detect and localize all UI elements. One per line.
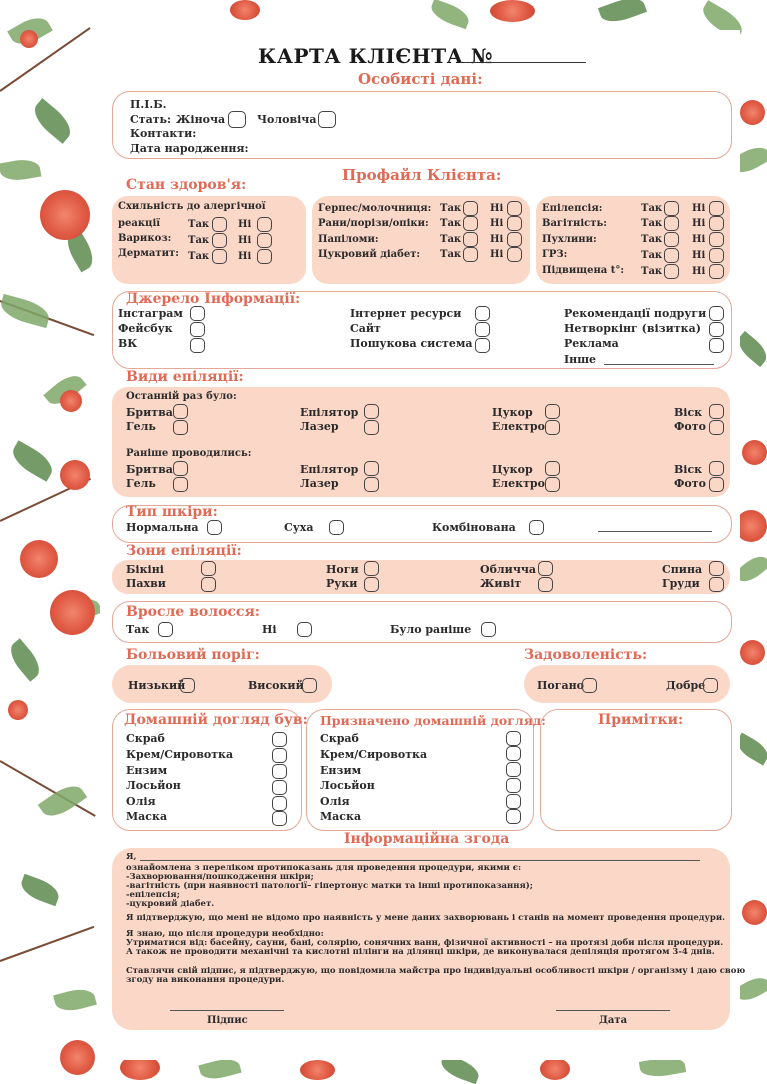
rx-cream-checkbox[interactable]	[506, 746, 521, 761]
date-field[interactable]	[556, 1010, 670, 1011]
source-ads-checkbox[interactable]	[709, 338, 724, 353]
dermatitis-yes-checkbox[interactable]	[212, 249, 227, 264]
ep-gel-label: Гель	[126, 420, 156, 433]
diabetes-no-checkbox[interactable]	[507, 247, 522, 262]
source-vk-checkbox[interactable]	[190, 338, 205, 353]
page-title: КАРТА КЛІЄНТА №	[258, 44, 494, 68]
last-electro-checkbox[interactable]	[545, 420, 560, 435]
ari-label: ГРЗ:	[542, 249, 568, 260]
ingrown-section-title: Вросле волосся:	[126, 604, 260, 620]
no-label: Ні	[692, 266, 706, 277]
ari-yes-checkbox[interactable]	[664, 248, 679, 263]
rx-mask-label: Маска	[320, 810, 362, 823]
home-cream-checkbox[interactable]	[272, 748, 287, 763]
satisfaction-bad-label: Погано	[537, 679, 584, 692]
source-other-label: Інше	[564, 353, 597, 366]
allergy-yes-checkbox[interactable]	[212, 217, 227, 232]
skin-combined-label: Комбінована	[432, 521, 516, 534]
yes-label: Так	[641, 250, 663, 261]
contacts-label: Контакти:	[130, 127, 197, 140]
consent-line: -цукровий діабет.	[126, 899, 215, 909]
ari-no-checkbox[interactable]	[709, 248, 724, 263]
prescribed-title: Призначено домашній догляд:	[320, 713, 546, 728]
skin-section-title: Тип шкіри:	[126, 504, 218, 520]
last-laser-checkbox[interactable]	[364, 420, 379, 435]
pain-high-checkbox[interactable]	[302, 678, 317, 693]
rx-mask-checkbox[interactable]	[506, 809, 521, 824]
female-label: Жіноча	[176, 113, 226, 126]
personal-section-title: Особисті дані:	[358, 70, 483, 88]
zone-legs-label: Ноги	[326, 563, 359, 576]
source-instagram-checkbox[interactable]	[190, 306, 205, 321]
fever-yes-checkbox[interactable]	[664, 264, 679, 279]
source-section-title: Джерело Інформації:	[126, 291, 301, 307]
ep-wax-label: Віск	[674, 406, 703, 419]
no-label: Ні	[238, 219, 252, 230]
home-enzyme-checkbox[interactable]	[272, 764, 287, 779]
source-instagram-label: Інстаграм	[118, 307, 183, 320]
name-label: П.І.Б.	[130, 98, 167, 111]
notes-title: Примітки:	[598, 712, 684, 728]
dermatitis-label: Дерматит:	[118, 248, 179, 259]
signature-field[interactable]	[170, 1010, 284, 1011]
no-label: Ні	[692, 203, 706, 214]
ingrown-before-checkbox[interactable]	[481, 622, 496, 637]
signature-label: Підпис	[207, 1015, 248, 1026]
male-checkbox[interactable]	[318, 111, 336, 128]
consent-line: Ставлячи свій підпис, я підтверджую, що повідомила майстра про індивідуальні особливості шкіри / організму і даю свою	[126, 966, 746, 976]
epilepsy-label: Епілепсія:	[542, 203, 603, 214]
zone-bikini-label: Бікіні	[126, 563, 164, 576]
skin-dry-label: Суха	[284, 521, 314, 534]
source-other-field[interactable]	[604, 364, 714, 365]
profile-section-title: Профайл Клієнта:	[342, 166, 502, 184]
yes-label: Так	[188, 219, 210, 230]
diabetes-label: Цукровий діабет:	[318, 249, 421, 260]
tumors-no-checkbox[interactable]	[709, 232, 724, 247]
last-sugar-checkbox[interactable]	[545, 404, 560, 419]
source-site-label: Сайт	[350, 322, 381, 335]
consent-line: ознайомлена з переліком протипоказань для проведення процедури, якими є:	[126, 863, 522, 873]
before-epilator-checkbox[interactable]	[364, 461, 379, 476]
herpes-no-checkbox[interactable]	[507, 201, 522, 216]
rx-lotion-label: Лосьйон	[320, 779, 375, 792]
herpes-label: Герпес/молочниця:	[318, 203, 432, 214]
source-facebook-checkbox[interactable]	[190, 322, 205, 337]
yes-label: Так	[440, 203, 462, 214]
rx-oil-label: Олія	[320, 795, 350, 808]
yes-label: Так	[641, 266, 663, 277]
before-razor-checkbox[interactable]	[173, 461, 188, 476]
yes-label: Так	[440, 234, 462, 245]
health-section-title: Стан здоров'я:	[126, 177, 247, 193]
home-oil-label: Олія	[126, 795, 156, 808]
home-oil-checkbox[interactable]	[272, 796, 287, 811]
no-label: Ні	[692, 234, 706, 245]
no-label: Ні	[692, 250, 706, 261]
source-site-checkbox[interactable]	[475, 322, 490, 337]
home-scrub-label: Скраб	[126, 732, 165, 745]
source-networking-checkbox[interactable]	[709, 322, 724, 337]
last-time-label: Останній раз було:	[126, 391, 237, 402]
yes-label: Так	[641, 218, 663, 229]
consent-line: А також не проводити механічні та кислотні пілінги на ділянці шкіри, де виконувалася депіляція протягом 3-4 днів.	[126, 947, 715, 957]
gender-label: Стать:	[130, 113, 172, 126]
ingrown-yes-checkbox[interactable]	[158, 622, 173, 637]
tumors-yes-checkbox[interactable]	[664, 232, 679, 247]
consent-line: -вагітність (при наявності патології– гіпертонус матки та інші протипоказання);	[126, 881, 533, 891]
diabetes-yes-checkbox[interactable]	[463, 247, 478, 262]
pregnancy-label: Вагітність:	[542, 218, 607, 229]
source-internet-label: Інтернет ресурси	[350, 307, 462, 320]
ep-razor-label: Бритва	[126, 463, 173, 476]
male-label: Чоловіча	[257, 113, 317, 126]
pain-low-label: Низький	[128, 679, 186, 692]
skin-dry-checkbox[interactable]	[329, 520, 344, 535]
ingrown-before-label: Було раніше	[390, 623, 472, 636]
zone-belly-label: Живіт	[480, 577, 522, 590]
varicose-yes-checkbox[interactable]	[212, 233, 227, 248]
zone-arms-label: Руки	[326, 577, 358, 590]
source-friend-label: Рекомендації подруги	[564, 307, 707, 320]
consent-line: згоду на виконання процедури.	[126, 975, 285, 985]
rx-lotion-checkbox[interactable]	[506, 778, 521, 793]
ep-razor-label: Бритва	[126, 406, 173, 419]
ep-electro-label: Електро	[492, 420, 545, 433]
last-photo-checkbox[interactable]	[709, 420, 724, 435]
no-label: Ні	[490, 218, 504, 229]
rx-oil-checkbox[interactable]	[506, 794, 521, 809]
before-wax-checkbox[interactable]	[709, 461, 724, 476]
zone-armpits-checkbox[interactable]	[201, 577, 216, 592]
fever-no-checkbox[interactable]	[709, 264, 724, 279]
wounds-no-checkbox[interactable]	[507, 216, 522, 231]
source-search-checkbox[interactable]	[475, 338, 490, 353]
no-label: Ні	[692, 218, 706, 229]
ep-epilator-label: Епілятор	[300, 463, 359, 476]
no-label: Ні	[490, 234, 504, 245]
home-mask-checkbox[interactable]	[272, 811, 287, 826]
source-vk-label: ВК	[118, 337, 138, 350]
ep-laser-label: Лазер	[300, 477, 339, 490]
allergy-no-checkbox[interactable]	[257, 217, 272, 232]
skin-other-field[interactable]	[598, 531, 712, 532]
home-lotion-checkbox[interactable]	[272, 780, 287, 795]
pain-section-title: Больовий поріг:	[126, 647, 260, 663]
yes-label: Так	[440, 218, 462, 229]
home-enzyme-label: Ензим	[126, 764, 168, 777]
allergy-label: Схильність до алергічної	[118, 201, 266, 212]
satisfaction-section-title: Задоволеність:	[524, 647, 648, 663]
rx-enzyme-label: Ензим	[320, 764, 362, 777]
ep-sugar-label: Цукор	[492, 463, 533, 476]
last-razor-checkbox[interactable]	[173, 404, 188, 419]
rx-enzyme-checkbox[interactable]	[506, 762, 521, 777]
ep-wax-label: Віск	[674, 463, 703, 476]
consent-name-field[interactable]	[140, 860, 700, 861]
zone-face-checkbox[interactable]	[538, 561, 553, 576]
epilation-section-title: Види епіляції:	[126, 369, 244, 385]
yes-label: Так	[641, 234, 663, 245]
pregnancy-no-checkbox[interactable]	[709, 216, 724, 231]
home-scrub-checkbox[interactable]	[272, 732, 287, 747]
yes-label: Так	[440, 249, 462, 260]
home-mask-label: Маска	[126, 810, 168, 823]
wounds-yes-checkbox[interactable]	[463, 216, 478, 231]
ep-sugar-label: Цукор	[492, 406, 533, 419]
ep-epilator-label: Епілятор	[300, 406, 359, 419]
consent-line: Я знаю, що після процедури необхідно:	[126, 929, 324, 939]
source-friend-checkbox[interactable]	[709, 306, 724, 321]
before-electro-checkbox[interactable]	[545, 477, 560, 492]
birthdate-label: Дата народження:	[130, 142, 249, 155]
zone-back-checkbox[interactable]	[709, 561, 724, 576]
consent-line: -епілепсія;	[126, 890, 180, 900]
papilloma-yes-checkbox[interactable]	[463, 232, 478, 247]
varicose-label: Варикоз:	[118, 233, 172, 244]
last-wax-checkbox[interactable]	[709, 404, 724, 419]
before-laser-checkbox[interactable]	[364, 477, 379, 492]
ep-gel-label: Гель	[126, 477, 156, 490]
home-lotion-label: Лосьйон	[126, 779, 181, 792]
no-label: Ні	[238, 235, 252, 246]
epilation-panel	[112, 387, 730, 497]
no-label: Ні	[490, 203, 504, 214]
satisfaction-good-label: Добре	[666, 679, 706, 692]
consent-line: Я підтверджую, що мені не відомо про наявність у мене даних захворювань і станів на момент проведення процедури.	[126, 913, 726, 923]
before-sugar-checkbox[interactable]	[545, 461, 560, 476]
zone-legs-checkbox[interactable]	[364, 561, 379, 576]
skin-normal-label: Нормальна	[126, 521, 199, 534]
card-number-field[interactable]	[460, 62, 586, 63]
dermatitis-no-checkbox[interactable]	[257, 249, 272, 264]
source-internet-checkbox[interactable]	[475, 306, 490, 321]
rx-scrub-checkbox[interactable]	[506, 731, 521, 746]
no-label: Ні	[490, 249, 504, 260]
varicose-no-checkbox[interactable]	[257, 233, 272, 248]
source-facebook-label: Фейсбук	[118, 322, 173, 335]
source-search-label: Пошукова система	[350, 337, 473, 350]
wounds-label: Рани/порізи/опіки:	[318, 218, 429, 229]
epilepsy-no-checkbox[interactable]	[709, 201, 724, 216]
satisfaction-good-checkbox[interactable]	[703, 678, 718, 693]
ingrown-no-label: Ні	[262, 623, 277, 636]
consent-line: Утриматися від: басейну, сауни, бані, солярію, сонячних ванн, фізичної активності – на протязі доби після процедури.	[126, 938, 724, 948]
yes-label: Так	[188, 235, 210, 246]
ep-laser-label: Лазер	[300, 420, 339, 433]
source-ads-label: Реклама	[564, 337, 619, 350]
zone-chest-label: Груди	[662, 577, 700, 590]
epilepsy-yes-checkbox[interactable]	[664, 201, 679, 216]
date-label: Дата	[599, 1015, 628, 1026]
skin-normal-checkbox[interactable]	[207, 520, 222, 535]
zones-section-title: Зони епіляції:	[126, 543, 242, 559]
pain-high-label: Високий	[248, 679, 304, 692]
skin-combined-checkbox[interactable]	[529, 520, 544, 535]
source-networking-label: Нетворкінг (візитка)	[564, 322, 701, 335]
papilloma-label: Папіломи:	[318, 234, 379, 245]
zone-back-label: Спина	[662, 563, 703, 576]
consent-title: Інформаційна згода	[344, 831, 510, 847]
ep-photo-label: Фото	[674, 477, 706, 490]
no-label: Ні	[238, 251, 252, 262]
zone-armpits-label: Пахви	[126, 577, 166, 590]
zone-bikini-checkbox[interactable]	[201, 561, 216, 576]
ep-electro-label: Електро	[492, 477, 545, 490]
consent-line: Я,	[126, 852, 137, 862]
zone-belly-checkbox[interactable]	[538, 577, 553, 592]
pain-low-checkbox[interactable]	[180, 678, 195, 693]
home-care-title: Домашній догляд був:	[124, 712, 308, 728]
rx-cream-label: Крем/Сировотка	[320, 748, 428, 761]
tumors-label: Пухлини:	[542, 234, 597, 245]
ep-photo-label: Фото	[674, 420, 706, 433]
last-gel-checkbox[interactable]	[173, 420, 188, 435]
fever-label: Підвищена t°:	[542, 265, 625, 276]
pregnancy-yes-checkbox[interactable]	[664, 216, 679, 231]
allergy-label-2: реакції	[118, 218, 161, 229]
before-label: Раніше проводились:	[126, 448, 252, 459]
female-checkbox[interactable]	[228, 111, 246, 128]
zone-face-label: Обличча	[480, 563, 537, 576]
papilloma-no-checkbox[interactable]	[507, 232, 522, 247]
before-photo-checkbox[interactable]	[709, 477, 724, 492]
herpes-yes-checkbox[interactable]	[463, 201, 478, 216]
satisfaction-bad-checkbox[interactable]	[582, 678, 597, 693]
ingrown-yes-label: Так	[126, 623, 150, 636]
yes-label: Так	[188, 251, 210, 262]
ingrown-no-checkbox[interactable]	[297, 622, 312, 637]
home-cream-label: Крем/Сировотка	[126, 748, 234, 761]
consent-line: -Захворювання/пошкодження шкіри;	[126, 872, 314, 882]
rx-scrub-label: Скраб	[320, 732, 359, 745]
yes-label: Так	[641, 203, 663, 214]
last-epilator-checkbox[interactable]	[364, 404, 379, 419]
zone-chest-checkbox[interactable]	[709, 577, 724, 592]
zone-arms-checkbox[interactable]	[364, 577, 379, 592]
before-gel-checkbox[interactable]	[173, 477, 188, 492]
